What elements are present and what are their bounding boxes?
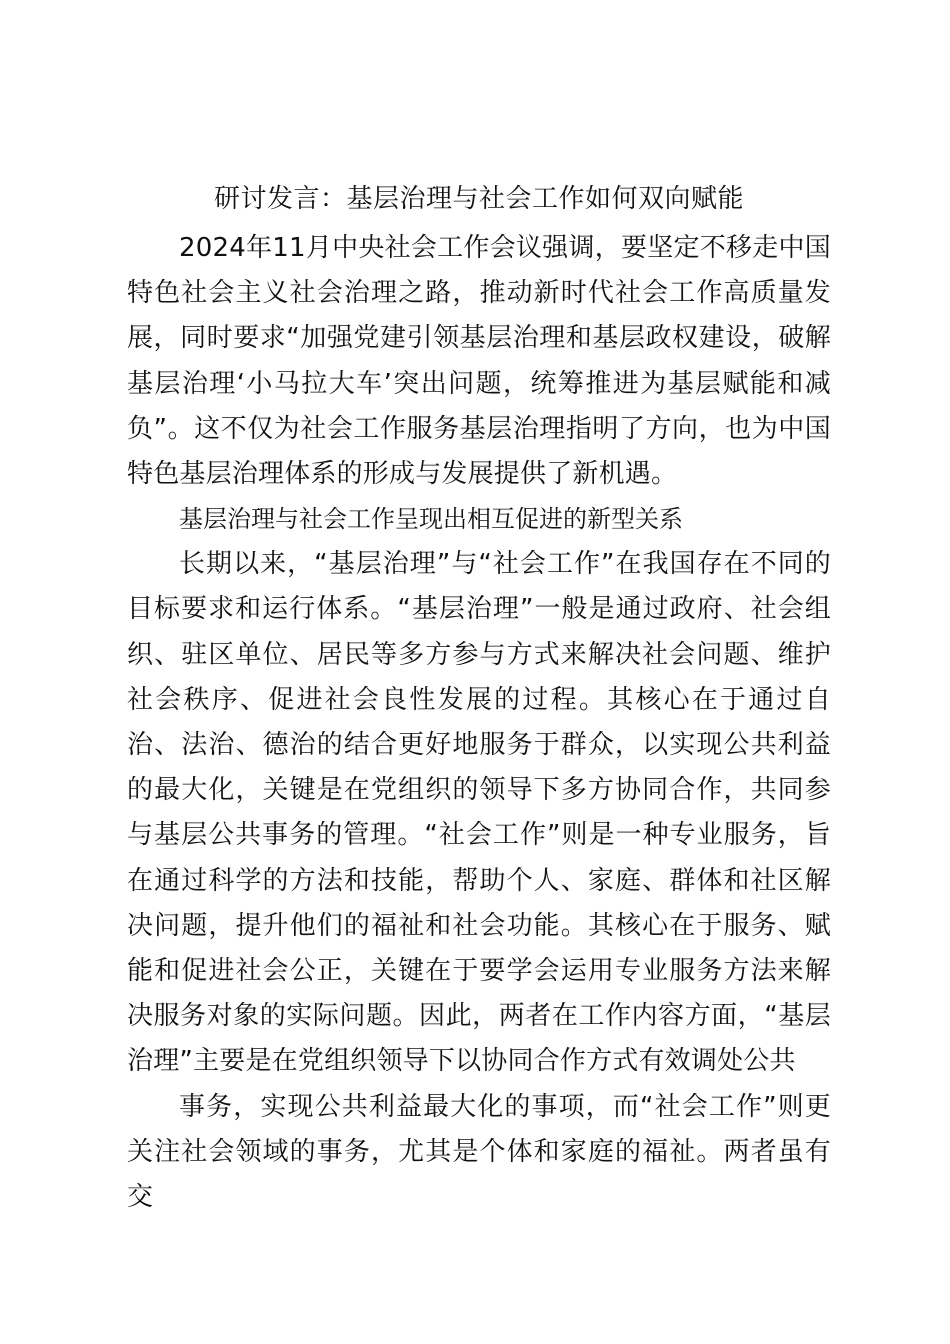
paragraph-intro: 2024年11月中央社会工作会议强调，要坚定不移走中国特色社会主义社会治理之路，推动新时代社会工作高质量发展，同时要求“加强党建引领基层治理和基层政权建设，破解基层治理‘小马拉大车’突出问题，统筹推进为基层赋能和减负”。这不仅为社会工作服务基层治理指明了方向，也为中国特色基层治理体系的形成与发展提供了新机遇。 <box>127 233 831 490</box>
document-body <box>127 226 831 1220</box>
paragraph-comparison: 长期以来，“基层治理”与“社会工作”在我国存在不同的目标要求和运行体系。“基层治理”一般是通过政府、社会组织、驻区单位、居民等多方参与方式来解决社会问题、维护社会秩序、促进社会良性发展的过程。其核心在于通过自治、法治、德治的结合更好地服务于群众，以实现公共利益的最大化，关键是在党组织的领导下多方协同合作，共同参与基层公共事务的管理。“社会工作”则是一种专业服务，旨在通过科学的方法和技能，帮助个人、家庭、群体和社区解决问题，提升他们的福祉和社会功能。其核心在于服务、赋能和促进社会公正，关键在于要学会运用专业服务方法来解决服务对象的实际问题。因此，两者在工作内容方面，“基层治理”主要是在党组织领导下以协同合作方式有效调处公共 <box>127 549 831 1077</box>
document-title: 研讨发言：基层治理与社会工作如何双向赋能 <box>213 184 744 214</box>
paragraph-continued: 事务，实现公共利益最大化的事项，而“社会工作”则更关注社会领域的事务，尤其是个体和家庭的福祉。两者虽有交 <box>127 1091 831 1213</box>
section-subheading: 基层治理与社会工作呈现出相互促进的新型关系 <box>179 505 683 534</box>
